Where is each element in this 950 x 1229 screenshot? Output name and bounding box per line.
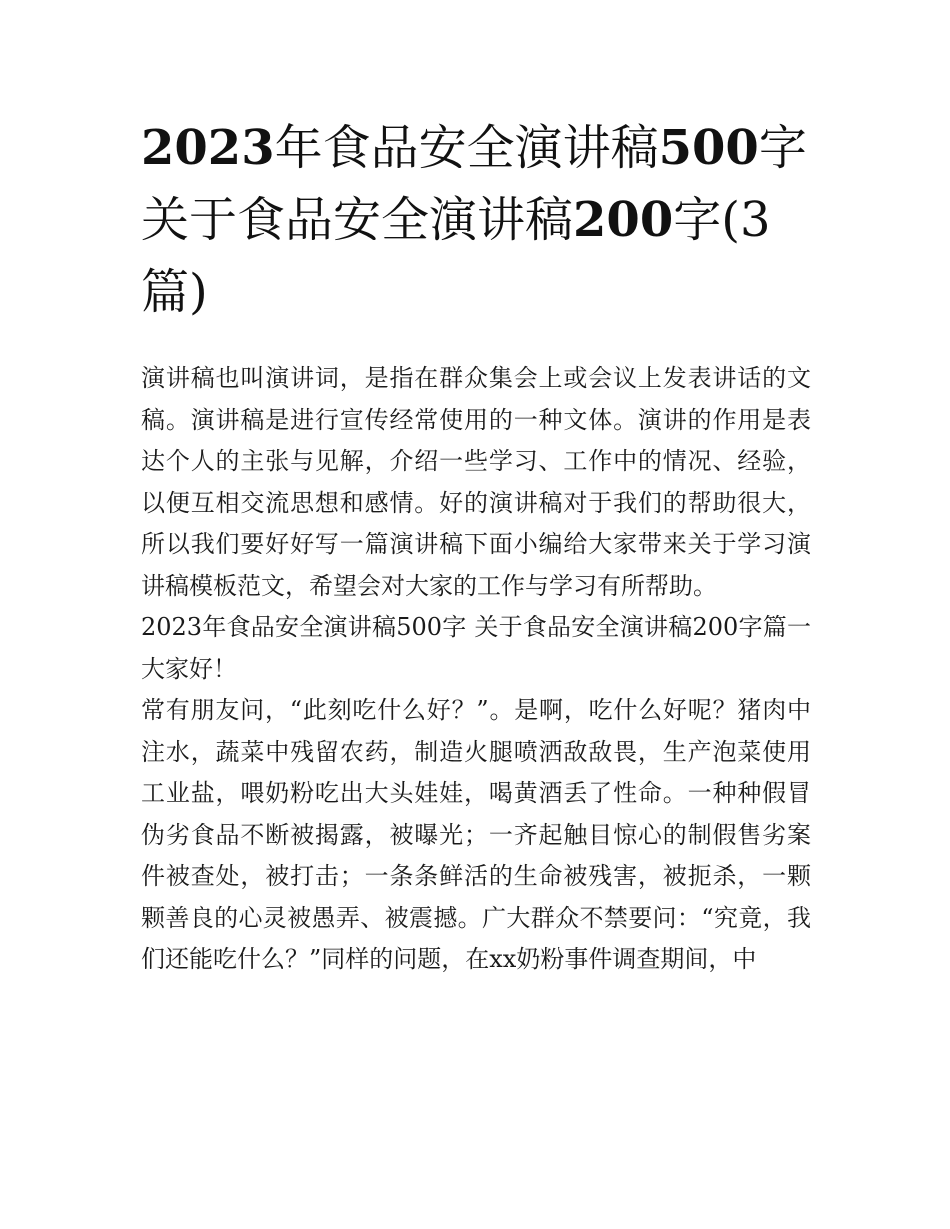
title-count-2: 200: [573, 192, 674, 248]
title-text-3: 字(3篇): [141, 192, 771, 320]
body-paragraph: 常有朋友问，“此刻吃什么好？”。是啊，吃什么好呢？猪肉中注水，蔬菜中残留农药，制造火腿喷洒敌敌畏，生产泡菜使用工业盐，喂奶粉吃出大头娃娃，喝黄酒丢了性命。一种种假冒伪劣食品不断被揭露，被曝光；一齐起触目惊心的制假售劣案件被查处，被打击；一条条鲜活的生命被残害，被扼杀，一颗颗善良的心灵被愚弄、被震撼。广大群众不禁要问：“究竟，我们还能吃什么？”同样的问题，在xx奶粉事件调查期间，中: [141, 696, 811, 973]
intro-paragraph: 演讲稿也叫演讲词，是指在群众集会上或会议上发表讲话的文稿。演讲稿是进行宣传经常使用的一种文体。演讲的作用是表达个人的主张与见解，介绍一些学习、工作中的情况、经验，以便互相交流思想和感情。好的演讲稿对于我们的帮助很大，所以我们要好好写一篇演讲稿下面小编给大家带来关于学习演讲稿模板范文，希望会对大家的工作与学习有所帮助。: [141, 364, 811, 600]
document-content: [141, 112, 811, 981]
title-text-2: 字关于食品安全演讲稿: [141, 120, 807, 248]
title-year: 2023: [141, 120, 275, 176]
title-text-1: 年食品安全演讲稿: [274, 120, 659, 176]
document-title: [141, 112, 811, 328]
title-count-1: 500: [658, 120, 759, 176]
section-heading: 2023年食品安全演讲稿500字 关于食品安全演讲稿200字篇一 大家好！: [141, 613, 811, 683]
